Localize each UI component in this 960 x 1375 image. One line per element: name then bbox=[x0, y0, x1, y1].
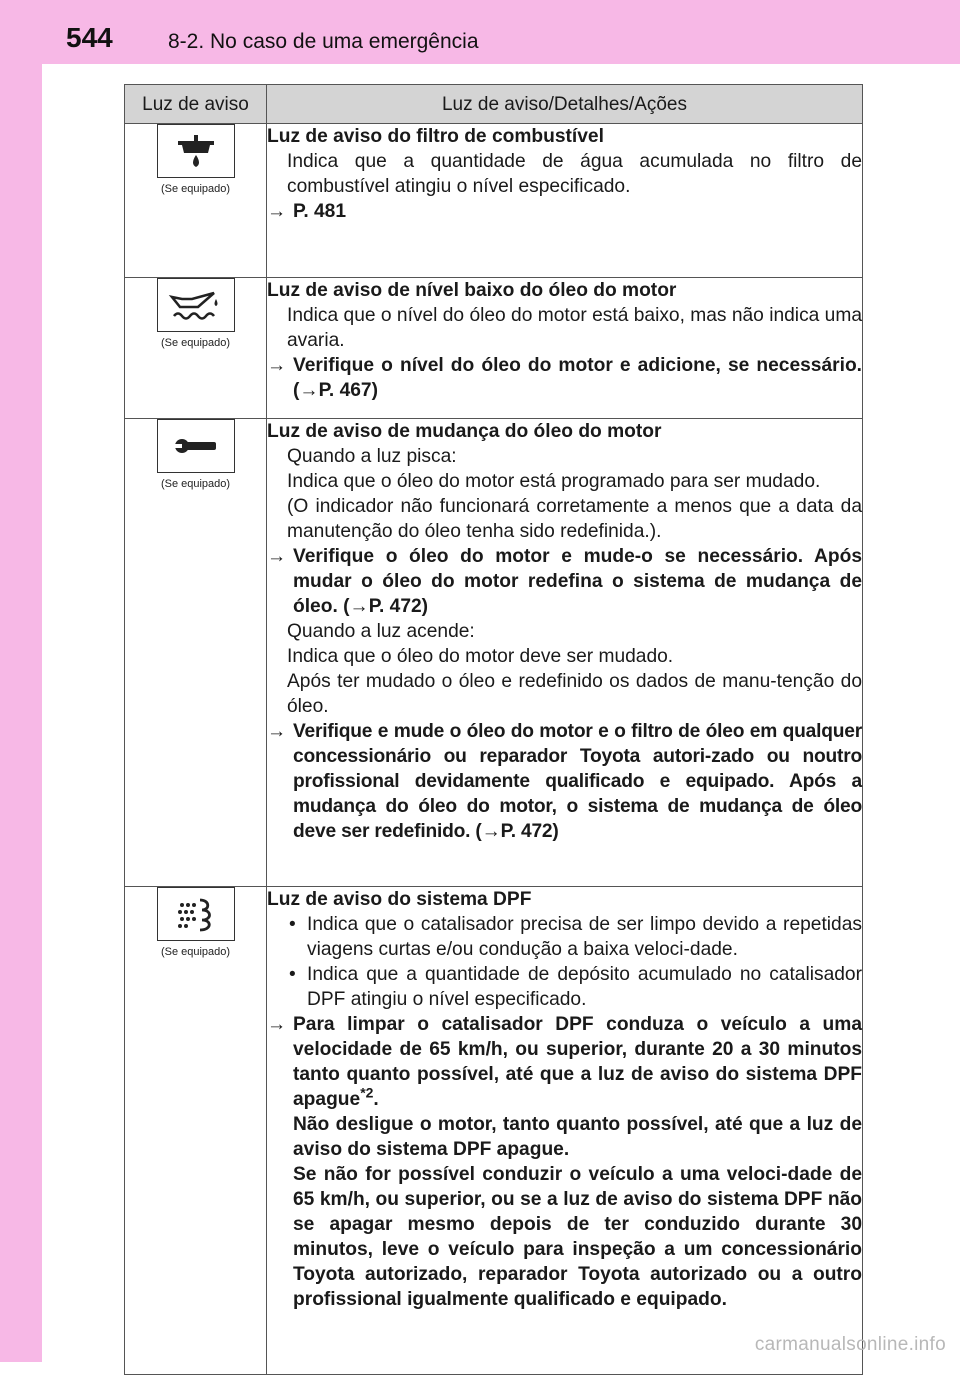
header-band bbox=[0, 0, 960, 64]
warning-description: Indica que o nível do óleo do motor está baixo, mas não indica uma avaria. bbox=[287, 305, 862, 351]
arrow-icon: → bbox=[267, 201, 287, 222]
arrow-icon: → bbox=[299, 380, 319, 401]
warning-title: Luz de aviso do filtro de combustível bbox=[267, 126, 604, 147]
table-row bbox=[125, 887, 863, 1375]
list-item: • Indica que a quantidade de depósito acumulado no catalisador DPF atingiu o nível especificado. bbox=[289, 964, 862, 1010]
icon-cell bbox=[125, 887, 267, 1375]
warning-title: Luz de aviso de mudança do óleo do motor bbox=[267, 421, 662, 442]
warning-action bbox=[267, 199, 862, 224]
arrow-icon: → bbox=[267, 1014, 287, 1035]
lit-label: Quando a luz acende: bbox=[287, 621, 475, 642]
arrow-icon: → bbox=[267, 546, 287, 567]
bullet-icon: • bbox=[289, 964, 296, 985]
details-cell bbox=[267, 887, 863, 1375]
page-reference: P. 481 bbox=[293, 201, 346, 222]
warning-title: Luz de aviso do sistema DPF bbox=[267, 889, 532, 910]
icon-cell bbox=[125, 124, 267, 278]
arrow-icon: → bbox=[481, 821, 501, 842]
footnote-mark: *2 bbox=[360, 1084, 374, 1101]
arrow-icon: → bbox=[349, 596, 369, 617]
table-row bbox=[125, 124, 863, 278]
table-row bbox=[125, 278, 863, 419]
equipped-label: (Se equipado) bbox=[160, 478, 231, 490]
col-header-details: Luz de aviso/Detalhes/Ações bbox=[267, 85, 863, 124]
warning-title: Luz de aviso de nível baixo do óleo do motor bbox=[267, 280, 677, 301]
arrow-icon: → bbox=[267, 355, 287, 376]
details-cell bbox=[267, 278, 863, 419]
flash-action: → Verifique o óleo do motor e mude-o se necessário. Após mudar o óleo do motor redefina o sistema de mudança de óleo. (→P. 472) bbox=[267, 546, 862, 617]
icon-cell bbox=[125, 419, 267, 887]
details-cell bbox=[267, 419, 863, 887]
oil-change-wrench-icon bbox=[157, 419, 235, 473]
equipped-label: (Se equipado) bbox=[160, 183, 231, 195]
dpf-system-icon bbox=[157, 887, 235, 941]
equipped-label: (Se equipado) bbox=[160, 946, 231, 958]
page-number: 544 bbox=[66, 22, 113, 53]
arrow-icon: → bbox=[267, 721, 286, 742]
flash-label: Quando a luz pisca: bbox=[287, 446, 457, 467]
warning-lights-table bbox=[124, 84, 863, 1375]
details-cell bbox=[267, 124, 863, 278]
table-row bbox=[125, 419, 863, 887]
equipped-label: (Se equipado) bbox=[160, 337, 231, 349]
list-item: • Indica que o catalisador precisa de ser limpo devido a repetidas viagens curtas e/ou condução a baixa veloci-dade. bbox=[289, 914, 862, 960]
lit-description: Após ter mudado o óleo e redefinido os dados de manu-tenção do óleo. bbox=[287, 671, 862, 717]
bullet-icon: • bbox=[289, 914, 296, 935]
fuel-filter-water-icon bbox=[157, 124, 235, 178]
col-header-light: Luz de aviso bbox=[125, 85, 267, 124]
warning-action-note: Se não for possível conduzir o veículo a uma veloci-dade de 65 km/h, ou superior, ou se a luz de aviso do sistema DPF não se apagar mesmo depois de ter conduzido durante 30 minutos, leve o veículo para inspeção a um concessionário Toyota autorizado, reparador Toyota autorizado ou a outro profissional igualmente qualificado e equipado. bbox=[293, 1164, 862, 1310]
section-title: 8-2. No caso de uma emergência bbox=[168, 30, 479, 53]
warning-action-note: Não desligue o motor, tanto quanto possível, até que a luz de aviso do sistema DPF apague. bbox=[293, 1114, 862, 1160]
icon-cell bbox=[125, 278, 267, 419]
side-color-band bbox=[0, 0, 42, 1362]
flash-note: (O indicador não funcionará corretamente a menos que a data da manutenção do óleo tenha sido redefinida.). bbox=[287, 496, 862, 542]
watermark: carmanualsonline.info bbox=[754, 1334, 946, 1355]
low-oil-level-icon bbox=[157, 278, 235, 332]
warning-description: Indica que a quantidade de água acumulada no filtro de combustível atingiu o nível especificado. bbox=[287, 151, 862, 197]
lit-action: → Verifique e mude o óleo do motor e o filtro de óleo em qualquer concessionário ou reparador Toyota autori-zado ou noutro profissional devidamente qualificado e equipado. Após a mudança do óleo do motor, o sistema de mudança de óleo deve ser redefinido. (→P. 472) bbox=[267, 721, 862, 842]
flash-description: Indica que o óleo do motor está programado para ser mudado. bbox=[287, 471, 821, 492]
warning-action: → Para limpar o catalisador DPF conduza o veículo a uma velocidade de 65 km/h, ou superior, durante 20 a 30 minutos tanto quanto possível, até que a luz de aviso do sistema DPF apague$^{*2}$. bbox=[267, 1014, 862, 1110]
lit-description: Indica que o óleo do motor deve ser mudado. bbox=[287, 646, 674, 667]
warning-action: → Verifique o nível do óleo do motor e adicione, se necessário. (→P. 467) bbox=[267, 355, 862, 401]
table-header-row bbox=[125, 85, 863, 124]
